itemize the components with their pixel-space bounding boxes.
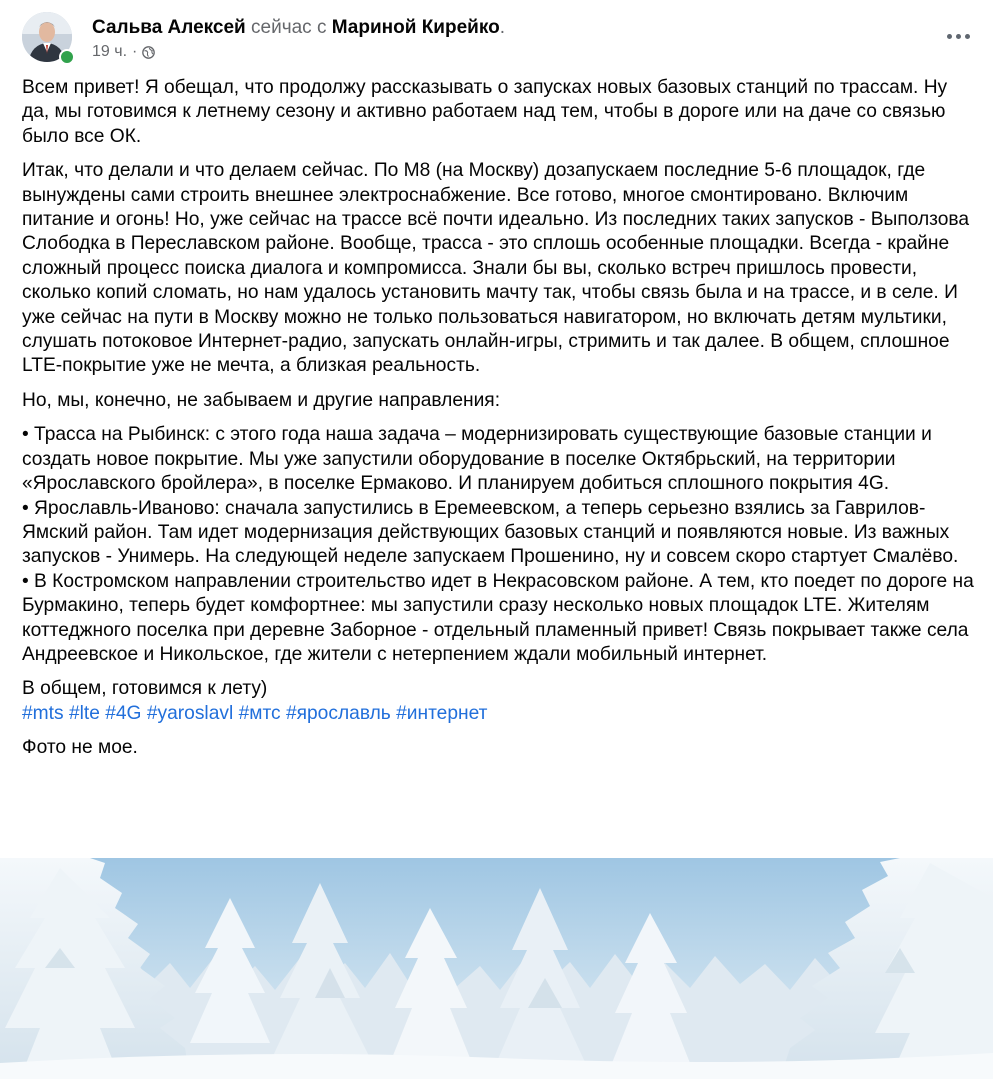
meta-separator: · — [132, 43, 138, 60]
hashtag-list — [22, 702, 977, 726]
hashtag-link[interactable]: #yaroslavl — [146, 702, 234, 724]
globe-icon[interactable] — [142, 46, 155, 59]
post-body — [22, 76, 977, 771]
more-options-button[interactable] — [942, 24, 974, 48]
snowy-forest-photo — [0, 858, 993, 1079]
bullet-item: • В Костромском направлении строительство идет в Некрасовском районе. А тем, кто поедет по дороге на Бурмакино, теперь будет комфортнее: мы запустили сразу несколько новых площадок LTE. Жителям коттеджного поселка при деревне Заборное - отдельный пламенный привет! Связь покрывает также села Андреевское и Никольское, где жители с нетерпением ждали мобильный интернет. — [22, 570, 974, 665]
hashtag-link[interactable]: #4G — [105, 702, 142, 724]
with-text: сейчас с — [251, 17, 327, 38]
post-photo[interactable] — [0, 858, 993, 1079]
post-paragraph: Всем привет! Я обещал, что продолжу рассказывать о запусках новых базовых станций по трассам. Ну да, мы готовимся к летнему сезону и активно работаем над тем, чтобы в дороге или на даче со связью было все ОК. — [22, 77, 948, 147]
author-line — [92, 16, 505, 40]
post-closing: В общем, готовимся к лету) — [22, 678, 268, 700]
hashtag-link[interactable]: #интернет — [396, 702, 488, 724]
author-name-link[interactable]: Сальва Алексей — [92, 17, 246, 38]
post-timestamp-link[interactable]: 19 ч. — [92, 43, 128, 60]
bullet-item: • Трасса на Рыбинск: с этого года наша задача – модернизировать существующие базовые станции и создать новое покрытие. Мы уже запустили оборудование в поселке Октябрьский, на территории «Ярославского бройлера», в поселке Ермаково. И планируем добиться сплошного покрытия 4G. — [22, 424, 932, 495]
bullet-item: • Ярославль-Иваново: сначала запустились в Еремеевском, а теперь серьезно взялись за Гаврилов-Ямский район. Там идет модернизация действующих базовых станций и появляются новые. Из важных запусков - Унимерь. На следующей неделе запускаем Прошенино, ну и совсем скоро стартует Смалёво. — [22, 497, 959, 568]
tagged-suffix: . — [499, 17, 505, 38]
more-options-icon-dot — [956, 34, 961, 39]
hashtag-link[interactable]: #мтс — [238, 702, 281, 724]
hashtag-link[interactable]: #lte — [68, 702, 100, 724]
online-status-dot — [59, 49, 75, 65]
post-paragraph: Но, мы, конечно, не забываем и другие направления: — [22, 389, 501, 411]
more-options-icon — [947, 34, 952, 39]
more-options-icon-dot — [965, 34, 970, 39]
post-header — [22, 12, 982, 68]
post-paragraph: Итак, что делали и что делаем сейчас. По М8 (на Москву) дозапускаем последние 5-6 площадок, где вынуждены сами строить внешнее электроснабжение. Все готово, многое смонтировано. Включим питание и огонь! Но, уже сейчас на трассе всё почти идеально. Из последних таких запусков - Выползова Слободка в Переславском районе. Вообще, трасса - это сплошь особенные площадки. Всегда - крайне сложный процесс поиска диалога и компромисса. Знали бы вы, сколько встреч пришлось провести, сколько копий сломать, но нам удалось установить мачту так, чтобы связь была и на трассе, и в селе. И уже сейчас на пути в Москву можно не только пользоваться навигатором, но включать детям мультики, слушать потоковое Интернет-радио, запускать онлайн-игры, стримить и так далее. В общем, сплошное LTE-покрытие уже не мечта, а близкая реальность. — [22, 160, 970, 377]
photo-note: Фото не мое. — [22, 737, 138, 759]
hashtag-link[interactable]: #ярославль — [285, 702, 391, 724]
tagged-person-link[interactable]: Мариной Кирейко — [331, 17, 500, 38]
hashtag-link[interactable]: #mts — [22, 702, 64, 724]
post-meta — [92, 42, 155, 62]
